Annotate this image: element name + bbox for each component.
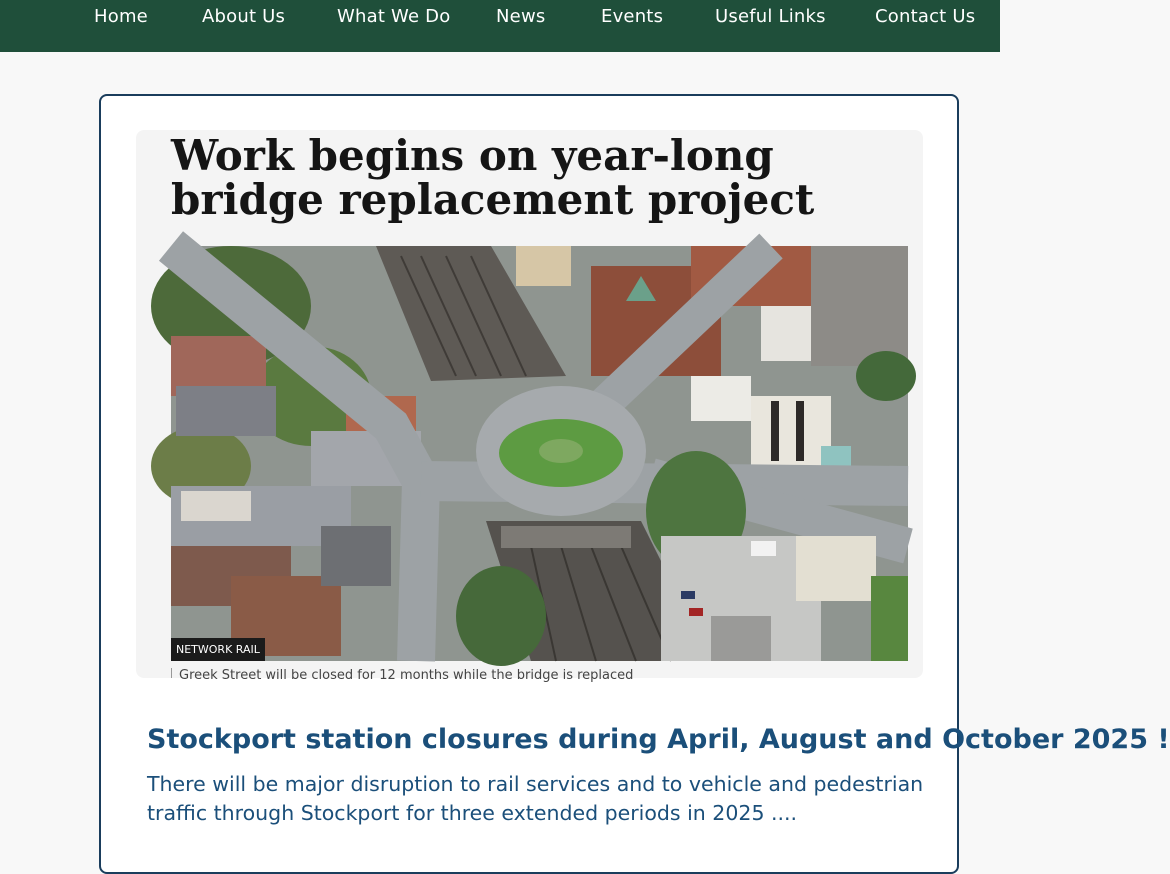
main-navigation (0, 0, 1000, 52)
photo-caption: Greek Street will be closed for 12 months while the bridge is replaced (171, 668, 633, 678)
featured-story-headline[interactable]: Work begins on year-long bridge replacement project (171, 131, 815, 224)
nav-events-link[interactable]: Events (601, 6, 664, 27)
photo-credit-label: NETWORK RAIL (171, 638, 265, 661)
nav-useful-links-link[interactable]: Useful Links (715, 6, 826, 27)
article-title-link[interactable]: Stockport station closures during April, August and October 2025 ! (147, 724, 1170, 755)
featured-story-photo[interactable] (171, 246, 908, 661)
nav-about-us-link[interactable]: About Us (202, 6, 286, 27)
nav-home-link[interactable]: Home (94, 6, 148, 27)
nav-news-link[interactable]: News (496, 6, 546, 27)
article-summary: There will be major disruption to rail services and to vehicle and pedestrian traffic through Stockport for three extended periods in 2025 .... (147, 772, 924, 825)
nav-contact-us-link[interactable]: Contact Us (875, 6, 976, 27)
nav-what-we-do-link[interactable]: What We Do (337, 6, 451, 27)
aerial-roundabout-image (171, 246, 908, 661)
